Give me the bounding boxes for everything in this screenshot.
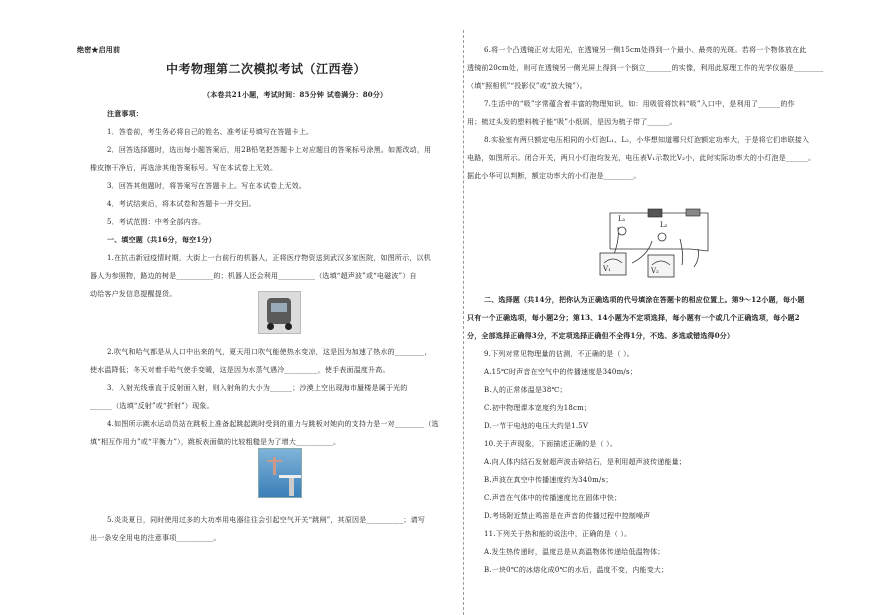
q9-option: D.一节干电池的电压大约是1.5V xyxy=(484,422,589,430)
column-divider xyxy=(463,30,464,615)
q5-line: 5.炎炎夏日，同时使用过多的大功率用电器往往会引起空气开关“跳闸”，其原因是__________；请写 xyxy=(107,516,426,524)
notice-item: 1．答卷前，考生务必将自己的姓名、准考证号填写在答题卡上。 xyxy=(107,128,314,136)
switch xyxy=(686,209,700,216)
robot-wheel xyxy=(267,323,274,330)
q9-option: C.初中物理课本宽度约为18cm； xyxy=(484,404,592,412)
q10-stem: 10.关于声现象，下面描述正确的是（ ）。 xyxy=(484,440,618,448)
page-title: 中考物理第二次模拟考试（江西卷） xyxy=(166,62,367,76)
circuit-wire xyxy=(610,213,648,249)
q11-option: A.发生热传递时，温度总是从高温物体传递给低温物体； xyxy=(484,548,665,556)
circuit-wire xyxy=(610,249,708,251)
circuit-diagram xyxy=(590,207,736,285)
bulb-l1 xyxy=(618,227,626,235)
q7-line: 7.生活中的“吸”字常蕴含着丰富的物理知识，如：用吸管将饮料“吸”入口中，是利用了______的作 xyxy=(484,100,795,108)
q9-stem: 9.下列对常见物理量的估测，不正确的是（ ）。 xyxy=(484,350,635,358)
q1-line: 动给客户发信息提醒提货。 xyxy=(90,290,177,298)
diving-tower xyxy=(289,478,294,496)
section2-line: 只有一个正确选项，每小题2分；第13、14小题为不定项选择，每小题有一个或几个正确选项，每小题2 xyxy=(467,313,800,322)
q8-line: 8.实验室有两只额定电压相同的小灯泡L₁、L₂，小华想知道哪只灯泡额定功率大，于是将它们串联接入 xyxy=(484,136,810,144)
label-l2: L₂ xyxy=(660,221,668,229)
q9-option: A.15℃时声音在空气中的传播速度是340m/s； xyxy=(484,368,637,376)
notice-item: 2．回答选择题时，选出每小题答案后，用2B铅笔把答题卡上对应题目的答案标号涂黑。如需改动，用 xyxy=(107,146,432,154)
q8-line: 电路，如图所示。闭合开关，两只小灯泡均发光，电压表V₁示数比V₂小，此时实际功率大的小灯泡是______。 xyxy=(467,154,816,162)
q2-line: 使水温降低；冬天对着手哈气使手变暖，这是因为水蒸气遇冷_________，使手表面温度升高。 xyxy=(90,366,390,374)
notice-heading: 注意事项： xyxy=(107,109,143,118)
notice-item: 橡皮擦干净后，再选涂其他答案标号。写在本试卷上无效。 xyxy=(90,164,278,172)
robot-delivery-image xyxy=(258,291,301,334)
exam-info: （本卷共21小题，考试时间：85分钟 试卷满分：80分） xyxy=(203,90,388,99)
q10-option: A.向人体内结石发射超声波击碎结石，是利用超声波传递能量； xyxy=(484,458,687,466)
q3-line: ______（选填“反射”或“折射”）现象。 xyxy=(90,402,214,410)
q4-line: 填“相互作用力”或“平衡力”），跳板表面做的比较粗糙是为了增大__________。 xyxy=(90,438,341,446)
robot-screen xyxy=(271,303,287,312)
circuit-wire xyxy=(680,239,683,265)
diver-arms xyxy=(267,460,282,462)
diver-image xyxy=(258,448,302,498)
notice-item: 4．考试结束后，将本试卷和答题卡一并交回。 xyxy=(107,200,256,208)
section1-heading: 一、填空题（共16分，每空1分） xyxy=(107,235,216,244)
bulb-l2 xyxy=(658,233,666,241)
notice-item: 3．回答其他题时，将答案写在答题卡上。写在本试卷上无效。 xyxy=(107,182,307,190)
section2-line: 二、选择题（共14分，把你认为正确选项的代号填涂在答题卡的相应位置上。第9～12小题，每小题 xyxy=(484,295,805,304)
section2-line: 分，全部选择正确得3分，不定项选择正确但不全得1分，不选、多选或错选得0分） xyxy=(467,331,735,340)
q1-line: 器人为参照物，路边的树是__________的；机器人还会利用__________（选填“超声波”或“电磁波”）自 xyxy=(90,272,417,280)
q6-line: （填“照相机”“投影仪”或“放大镜”）。 xyxy=(467,82,587,90)
circuit-wire xyxy=(694,249,699,267)
q10-option: D.考场附近禁止鸣笛是在声音的传播过程中控制噪声 xyxy=(484,512,651,520)
q6-line: 透镜前20cm处，则可在透镜另一侧光屏上得到一个倒立_______的实像，利用此原理工作的光学仪器是________ xyxy=(467,64,824,72)
q9-option: B.人的正常体温是38℃； xyxy=(484,386,567,394)
circuit-wire xyxy=(662,213,708,251)
label-l1: L₁ xyxy=(618,215,626,223)
q10-option: B.声波在真空中传播速度约为340m/s； xyxy=(484,476,613,484)
q5-line: 出一条安全用电的注意事项__________。 xyxy=(90,534,221,542)
q2-line: 2.吹气和哈气都是从人口中出来的气，夏天用口吹气能使热水变凉，这是因为加速了热水的________， xyxy=(107,348,432,356)
robot-wheel xyxy=(285,323,292,330)
notice-item: 5．考试范围：中考全部内容。 xyxy=(107,218,206,226)
q10-option: C.声音在气体中的传播速度比在固体中快； xyxy=(484,494,622,502)
battery xyxy=(648,209,662,217)
label-v1: V₁ xyxy=(603,265,611,273)
q8-line: 据此小华可以判断，额定功率大的小灯泡是________。 xyxy=(467,172,641,180)
q1-line: 1.在抗击新冠疫情时期，大街上一台前行的机器人，正将医疗物资送到武汉多家医院，如图所示，以机 xyxy=(107,254,431,262)
q6-line: 6.将一个凸透镜正对太阳光，在透镜另一侧15cm处得到一个最小、最亮的光斑。若将一个物体放在此 xyxy=(484,46,807,54)
secret-mark: 绝密★启用前 xyxy=(77,45,121,54)
q3-line: 3．入射光线垂直于反射面入射，则入射角的大小为______；沙漠上空出现海市蜃楼是属于光的 xyxy=(107,384,408,392)
q11-stem: 11.下列关于热和能的说法中，正确的是（ ）。 xyxy=(484,530,632,538)
q11-option: B.一块0℃的冰熔化成0℃的水后，温度不变，内能变大； xyxy=(484,566,669,574)
label-v2: V₂ xyxy=(651,267,659,275)
q7-line: 用；梳过头发的塑料梳子能“吸”小纸屑，是因为梳子带了______。 xyxy=(467,118,677,126)
q4-line: 4.如图所示跳水运动员站在跳板上准备起跳起跳时受到的重力与跳板对她向的支持力是一对________（选 xyxy=(107,420,439,428)
